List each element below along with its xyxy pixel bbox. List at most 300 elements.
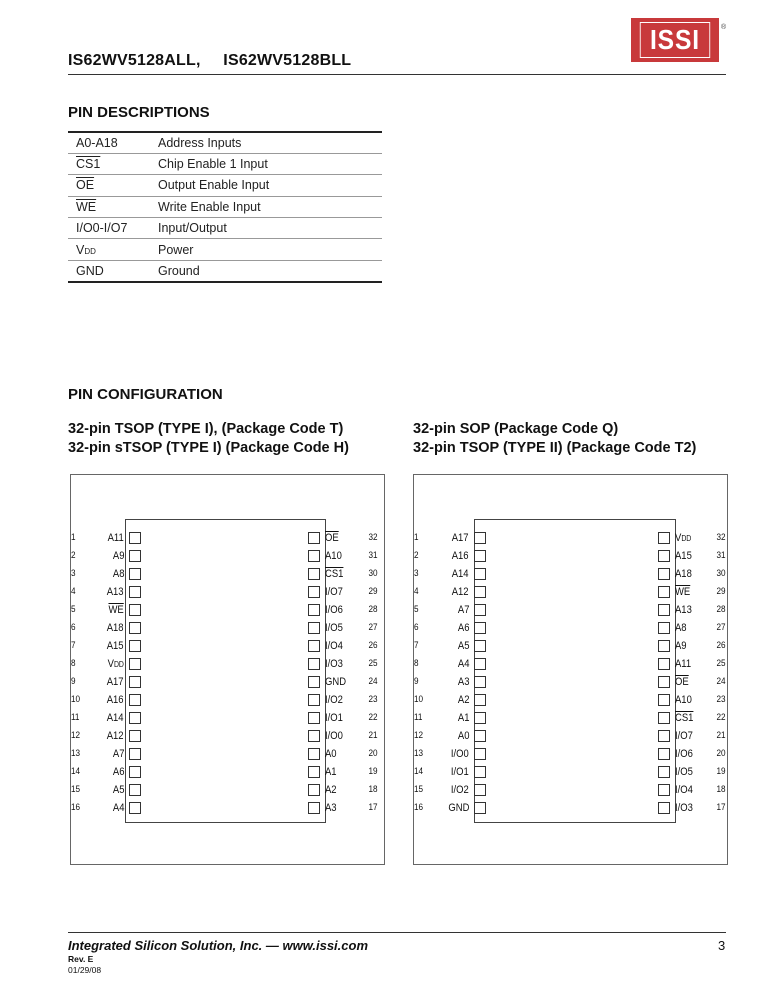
pin-number: 32 [368,532,378,543]
pin-name: $\overline{WE}$ [675,586,691,598]
pin-10 [414,691,486,709]
pin-number: 3 [414,568,419,579]
pin-pad [129,730,141,742]
pin-24 [308,673,378,691]
pin-23 [308,691,378,709]
pin-number: 14 [414,766,424,777]
pin-symbol [68,132,156,153]
pin-29 [308,583,378,601]
pin-name: A4 [457,658,469,670]
pin-pad [474,712,486,724]
pin-name: A15 [107,640,124,652]
pin-pad [658,550,670,562]
pin-name: A12 [107,730,124,742]
pin-22 [658,709,726,727]
pin-number: 8 [71,658,76,669]
pin-27 [308,619,378,637]
pin-name: I/O3 [675,802,693,814]
pin-18 [308,781,378,799]
pin-number: 1 [414,532,419,543]
footer-divider [68,932,726,933]
pin-number: 28 [368,604,378,615]
pin-26 [658,637,726,655]
pin-number: 24 [368,676,378,687]
pin-number: 21 [368,730,378,741]
pin-name: I/O4 [325,640,343,652]
pin-symbol [68,218,156,239]
pin-32 [308,529,378,547]
pin-number: 20 [368,748,378,759]
pin-name: VDD [675,532,692,544]
pin-pad [308,640,320,652]
pin-name: A15 [675,550,692,562]
pin-pad [308,748,320,760]
pin-3 [71,565,141,583]
pin-21 [658,727,726,745]
pin-name: A16 [452,550,469,562]
pin-pad [474,568,486,580]
pin-name: I/O1 [451,766,469,778]
pin-number: 1 [71,532,76,543]
pin-name: I/O6 [675,748,693,760]
pin-pad [129,802,141,814]
pin-number: 16 [414,802,424,813]
pinout-diagram-tsop-type1 [70,474,385,865]
pin-pad [129,784,141,796]
pin-23 [658,691,726,709]
pin-name: A10 [675,694,692,706]
pin-number: 25 [368,658,378,669]
pin-name: A16 [107,694,124,706]
pin-13 [414,745,486,763]
pin-description-row [68,132,382,153]
pin-pad [308,568,320,580]
pin-pad [308,658,320,670]
pin-symbol [68,175,156,196]
pin-name: CS1 [325,568,344,580]
pin-pad [129,676,141,688]
pin-pad [474,622,486,634]
pin-11 [71,709,141,727]
pin-number: 16 [71,802,81,813]
pin-name: A0 [325,748,337,760]
pin-number: 4 [414,586,419,597]
pin-pad [308,712,320,724]
pin-symbol-text: GND [76,263,104,278]
pin-number: 6 [71,622,76,633]
pin-name: A8 [675,622,687,634]
pin-31 [308,547,378,565]
pin-16 [414,799,486,817]
pin-name: A0 [457,730,469,742]
pin-name: $\overline{OE}$ [675,676,689,688]
pin-number: 5 [71,604,76,615]
pin-3 [414,565,486,583]
pin-number: 5 [414,604,419,615]
pin-26 [308,637,378,655]
pin-description-row [68,239,382,260]
pin-8 [71,655,141,673]
pin-pad [308,802,320,814]
pin-number: 9 [71,676,76,687]
pin-description: Power [156,239,382,260]
pin-description-row [68,153,382,174]
pin-18 [658,781,726,799]
pin-14 [414,763,486,781]
pin-30 [658,565,726,583]
pin-name: A3 [325,802,337,814]
pin-number: 26 [368,640,378,651]
pin-9 [71,673,141,691]
pin-pad [658,748,670,760]
pin-pad [474,694,486,706]
pin-pad [129,694,141,706]
pin-description: Write Enable Input [156,196,382,217]
caption-line: 32-pin sTSOP (TYPE I) (Package Code H) [68,440,349,456]
pin-number: 2 [71,550,76,561]
pin-pad [129,550,141,562]
pin-number: 28 [716,604,726,615]
pin-descriptions-table [68,131,382,283]
pin-17 [308,799,378,817]
pin-name: A13 [675,604,692,616]
pin-pad [474,550,486,562]
pin-number: 27 [716,622,726,633]
pin-pad [129,658,141,670]
pin-name: CS1 [675,712,694,724]
pin-symbol [68,260,156,281]
pin-number: 3 [71,568,76,579]
footer-company: Integrated Silicon Solution, Inc. — www.issi.com [68,938,369,953]
pin-30 [308,565,378,583]
pin-number: 17 [368,802,378,813]
pin-number: 11 [71,712,80,723]
pin-pad [658,658,670,670]
part-number-title [68,52,351,70]
pin-number: 31 [368,550,378,561]
pin-25 [658,655,726,673]
pin-6 [414,619,486,637]
pin-number: 4 [71,586,76,597]
pin-12 [414,727,486,745]
pin-28 [658,601,726,619]
pin-20 [308,745,378,763]
pin-pad [658,730,670,742]
pin-name: I/O6 [325,604,343,616]
pin-number: 6 [414,622,419,633]
pin-number: 19 [368,766,378,777]
pin-symbol [68,196,156,217]
pin-10 [71,691,141,709]
pin-7 [71,637,141,655]
pin-number: 12 [71,730,81,741]
pin-pad [658,604,670,616]
pin-number: 30 [716,568,726,579]
pin-name: $\overline{OE}$ [325,532,339,544]
pin-number: 30 [368,568,378,579]
pin-pad [474,586,486,598]
pin-number: 9 [414,676,419,687]
pin-pad [129,712,141,724]
pin-number: 13 [414,748,424,759]
pin-name: I/O1 [325,712,343,724]
pin-name: A3 [457,676,469,688]
caption-line: 32-pin TSOP (TYPE I), (Package Code T) [68,421,344,437]
pin-name: A1 [457,712,469,724]
pin-number: 17 [716,802,726,813]
pin-2 [71,547,141,565]
issi-logo [631,18,719,62]
pin-17 [658,799,726,817]
caption-line: 32-pin SOP (Package Code Q) [413,421,619,437]
pin-pad [658,784,670,796]
pin-description: Ground [156,260,382,281]
pin-pad [129,568,141,580]
pin-configuration-heading: PIN CONFIGURATION [68,386,223,403]
pin-pad [129,766,141,778]
pin-number: 13 [71,748,81,759]
pin-number: 7 [71,640,76,651]
pin-name: I/O0 [451,748,469,760]
pin-22 [308,709,378,727]
pin-pad [658,622,670,634]
pin-name: A1 [325,766,337,778]
pin-pad [658,568,670,580]
pin-number: 22 [368,712,378,723]
pin-name: I/O3 [325,658,343,670]
pin-number: 29 [368,586,378,597]
pin-description: Chip Enable 1 Input [156,153,382,174]
registered-mark: ® [721,24,727,31]
pin-description-row [68,260,382,281]
pin-pad [474,532,486,544]
pin-8 [414,655,486,673]
pin-name: A2 [457,694,469,706]
pin-pad [308,532,320,544]
pin-symbol [68,239,156,260]
pin-pad [474,604,486,616]
pin-number: 22 [716,712,726,723]
pin-pad [308,784,320,796]
pin-name: GND [447,802,469,814]
pin-20 [658,745,726,763]
chip-body [125,519,326,823]
pin-pad [308,676,320,688]
pin-number: 15 [414,784,424,795]
pin-name: I/O7 [325,586,343,598]
pin-pad [129,640,141,652]
pin-symbol-text: $\overline{OE}$ [76,178,95,193]
pin-pad [658,694,670,706]
pin-pad [658,766,670,778]
pin-number: 23 [716,694,726,705]
pin-name: I/O7 [675,730,693,742]
pin-number: 10 [414,694,424,705]
pin-name: GND [325,676,347,688]
logo-text: ISSI [640,22,710,58]
pin-description-row [68,218,382,239]
pin-name: A17 [107,676,124,688]
pin-pad [308,604,320,616]
pin-pad [474,784,486,796]
pin-name: A14 [107,712,124,724]
pin-pad [658,676,670,688]
pin-name: A12 [452,586,469,598]
chip-body [474,519,676,823]
pin-9 [414,673,486,691]
pin-name: A8 [112,568,124,580]
pin-29 [658,583,726,601]
pin-name: I/O2 [325,694,343,706]
pin-14 [71,763,141,781]
caption-line: 32-pin TSOP (TYPE II) (Package Code T2) [413,440,697,456]
pin-4 [71,583,141,601]
pin-number: 32 [716,532,726,543]
pin-descriptions-heading: PIN DESCRIPTIONS [68,104,210,121]
part-number-b: IS62WV5128BLL [223,52,352,69]
pin-symbol-text: $\overline{WE}$ [76,199,97,214]
pin-7 [414,637,486,655]
pin-pad [658,802,670,814]
pin-pad [308,766,320,778]
pin-4 [414,583,486,601]
pin-pad [474,802,486,814]
pin-number: 26 [716,640,726,651]
pin-11 [414,709,486,727]
pin-25 [308,655,378,673]
pin-pad [658,586,670,598]
pin-description: Output Enable Input [156,175,382,196]
pin-name: A5 [112,784,124,796]
pin-description: Input/Output [156,218,382,239]
pin-symbol-text: I/O0-I/O7 [76,221,128,236]
pin-number: 14 [71,766,81,777]
pin-1 [71,529,141,547]
pin-name: VDD [107,658,124,670]
pin-32 [658,529,726,547]
pin-symbol-text: A0-A18 [76,135,118,150]
pin-pad [129,586,141,598]
pin-pad [308,730,320,742]
pin-name: A11 [107,532,124,544]
pin-2 [414,547,486,565]
pin-name: A5 [457,640,469,652]
pin-15 [414,781,486,799]
pin-number: 29 [716,586,726,597]
pin-1 [414,529,486,547]
pin-number: 8 [414,658,419,669]
pin-15 [71,781,141,799]
pin-number: 24 [716,676,726,687]
pin-name: A2 [325,784,337,796]
pin-12 [71,727,141,745]
pin-name: I/O5 [325,622,343,634]
pin-number: 7 [414,640,419,651]
pin-pad [129,604,141,616]
pinout-diagram-sop-tsop-type2 [413,474,728,865]
pin-name: A13 [107,586,124,598]
pin-5 [414,601,486,619]
pin-pad [308,622,320,634]
pin-symbol-text: CS1 [76,157,101,172]
pin-pad [308,586,320,598]
pin-pad [474,640,486,652]
pin-name: A4 [112,802,124,814]
pin-16 [71,799,141,817]
pin-name: A18 [107,622,124,634]
pin-number: 31 [716,550,726,561]
pin-pad [474,748,486,760]
pin-number: 10 [71,694,81,705]
pin-19 [658,763,726,781]
pin-31 [658,547,726,565]
pin-24 [658,673,726,691]
pin-name: A6 [112,766,124,778]
pin-name: I/O4 [675,784,693,796]
pin-description: Address Inputs [156,132,382,153]
pin-name: A11 [675,658,692,670]
pin-19 [308,763,378,781]
header-divider [68,74,726,75]
part-number-a: IS62WV5128ALL, [68,52,201,69]
pin-name: I/O2 [451,784,469,796]
pin-name: $\overline{WE}$ [108,604,124,616]
pin-name: A18 [675,568,692,580]
pin-pad [474,676,486,688]
pin-5 [71,601,141,619]
pin-pad [129,748,141,760]
pin-pad [308,694,320,706]
pin-description-row [68,196,382,217]
pin-symbol [68,153,156,174]
pin-number: 25 [716,658,726,669]
pin-description-row [68,175,382,196]
pin-6 [71,619,141,637]
pin-name: A7 [112,748,124,760]
pin-21 [308,727,378,745]
package-caption-left [68,420,349,458]
pin-pad [474,730,486,742]
pin-name: A17 [452,532,469,544]
pin-number: 20 [716,748,726,759]
pin-symbol-text: VDD [76,242,96,257]
pin-name: A6 [457,622,469,634]
pin-pad [658,640,670,652]
pin-number: 21 [716,730,726,741]
revision: Rev. E [68,954,94,964]
pin-pad [129,622,141,634]
pin-pad [474,766,486,778]
pin-name: A9 [675,640,687,652]
pin-pad [129,532,141,544]
pin-number: 2 [414,550,419,561]
pin-number: 12 [414,730,424,741]
pin-name: A7 [457,604,469,616]
pin-number: 18 [716,784,726,795]
pin-number: 15 [71,784,81,795]
pin-name: I/O5 [675,766,693,778]
pin-27 [658,619,726,637]
pin-name: A14 [452,568,469,580]
page-number: 3 [718,938,726,953]
pin-number: 23 [368,694,378,705]
pin-13 [71,745,141,763]
pin-name: A10 [325,550,342,562]
pin-number: 11 [414,712,423,723]
pin-pad [658,532,670,544]
pin-name: A9 [112,550,124,562]
pin-name: I/O0 [325,730,343,742]
